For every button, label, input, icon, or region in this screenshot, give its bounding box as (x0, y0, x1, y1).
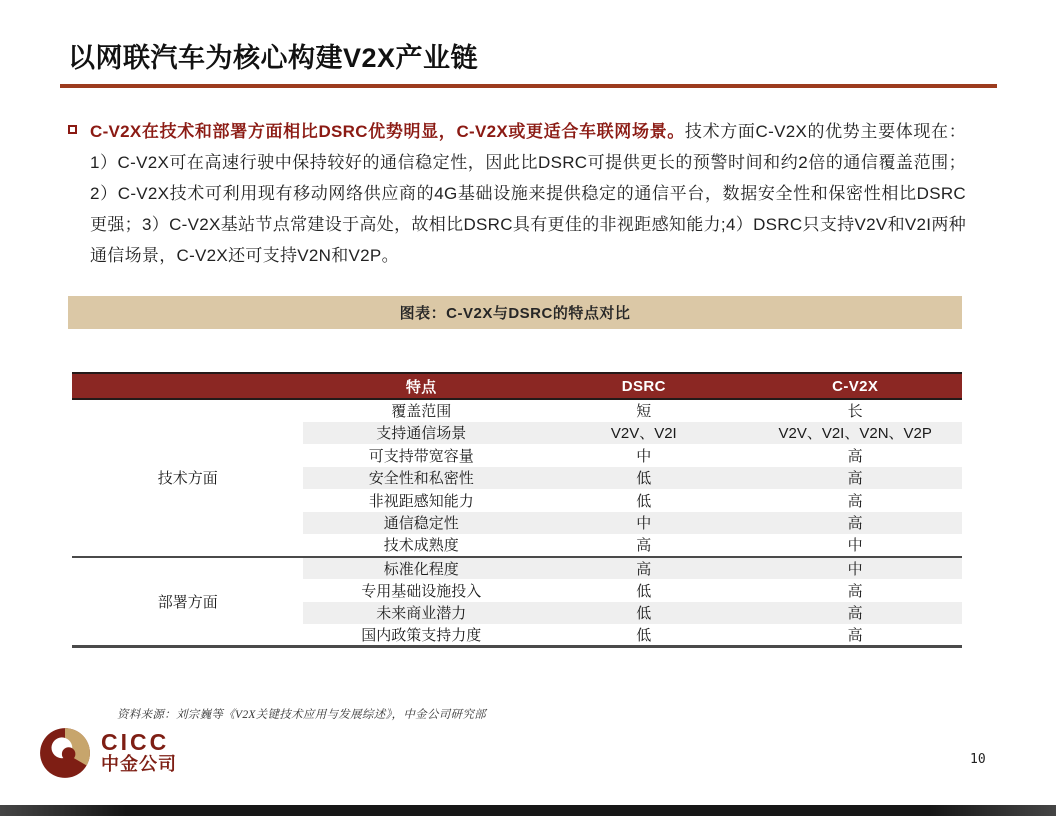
page-number: 10 (970, 752, 986, 767)
cicc-logo-en: CICC (101, 729, 170, 755)
table-cell: 中 (748, 557, 962, 580)
table-cell: 支持通信场景 (303, 422, 539, 445)
table-cell: 国内政策支持力度 (361, 627, 482, 644)
table-cell: 高 (636, 537, 652, 555)
table-cell: 中 (539, 512, 748, 535)
exhibit-caption-bar (68, 296, 962, 329)
table-cell: 高 (847, 492, 863, 510)
table-cell: 低 (539, 602, 748, 625)
cicc-logo-text (101, 731, 177, 775)
cicc-logo-cn: 中金公司 (101, 754, 177, 774)
source-note: 资料来源：刘宗巍等《V2X关键技术应用与发展综述》，中金公司研究部 (117, 709, 486, 721)
bullet-text (90, 116, 966, 271)
table-cell: 技术成熟度 (383, 537, 459, 555)
table-cell: 低 (636, 582, 652, 600)
table-cell: 高 (847, 582, 863, 600)
column-header-category (72, 373, 303, 399)
row-group-label: 技术方面 (72, 399, 303, 557)
bullet-lead-bold: C-V2X在技术和部署方面相比DSRC优势明显，C-V2X或更适合车联网场景。 (90, 122, 685, 141)
table-cell: 标准化程度 (303, 557, 539, 580)
bullet-paragraph (66, 116, 966, 271)
title-underline (60, 84, 997, 88)
table-cell: V2V、V2I、V2N、V2P (748, 422, 962, 445)
bottom-bar (0, 805, 1056, 816)
table-row (72, 557, 962, 580)
table-cell: 安全性和私密性 (303, 467, 539, 490)
table-cell: 高 (748, 467, 962, 490)
table-cell: 未来商业潜力 (303, 602, 539, 625)
table-cell: 低 (636, 492, 652, 510)
table-cell: 高 (748, 602, 962, 625)
table-cell: 通信稳定性 (303, 512, 539, 535)
exhibit-caption: 图表：C-V2X与DSRC的特点对比 (399, 305, 631, 322)
table-cell: 高 (748, 512, 962, 535)
table-cell: 高 (847, 627, 863, 644)
table-cell: 专用基础设施投入 (361, 582, 482, 600)
cicc-logo-icon (38, 726, 92, 780)
cicc-logo (38, 726, 177, 780)
table-cell: 长 (847, 403, 863, 421)
table-cell: 中 (636, 447, 652, 465)
column-header-feature: 特点 (303, 373, 539, 399)
column-header-cv2x: C-V2X (748, 373, 962, 399)
column-header-dsrc: DSRC (539, 373, 748, 399)
table-cell: 非视距感知能力 (368, 492, 474, 510)
table-cell: 低 (539, 467, 748, 490)
table-cell: 短 (636, 403, 652, 421)
table-cell: 高 (539, 557, 748, 580)
table-cell: 低 (636, 627, 652, 644)
page-title: 以网联汽车为核心构建V2X产业链 (68, 43, 479, 73)
table-cell: 高 (847, 447, 863, 465)
table-header-row (72, 373, 962, 399)
table-row (72, 399, 962, 422)
square-bullet-icon (68, 125, 77, 134)
table-cell: 覆盖范围 (391, 403, 452, 421)
table-cell: 中 (847, 537, 863, 555)
row-group-label: 部署方面 (72, 557, 303, 647)
comparison-table (72, 372, 962, 648)
table-cell: V2V、V2I (539, 422, 748, 445)
table-cell: 可支持带宽容量 (368, 447, 474, 465)
bullet-body: 技术方面C-V2X的优势主要体现在：1）C-V2X可在高速行驶中保持较好的通信稳定性，因此比DSRC可提供更长的预警时间和约2倍的通信覆盖范围；2）C-V2X技术可利用现有移动网络供应商的4G基础设施来提供稳定的通信平台，数据安全性和保密性相比DSRC更强；3）C-V2X基站节点常建设于高处，故相比DSRC具有更佳的非视距感知能力;4）DSRC只支持V2V和V2I两种通信场景，C-V2X还可支持V2N和V2P。 (90, 122, 966, 265)
